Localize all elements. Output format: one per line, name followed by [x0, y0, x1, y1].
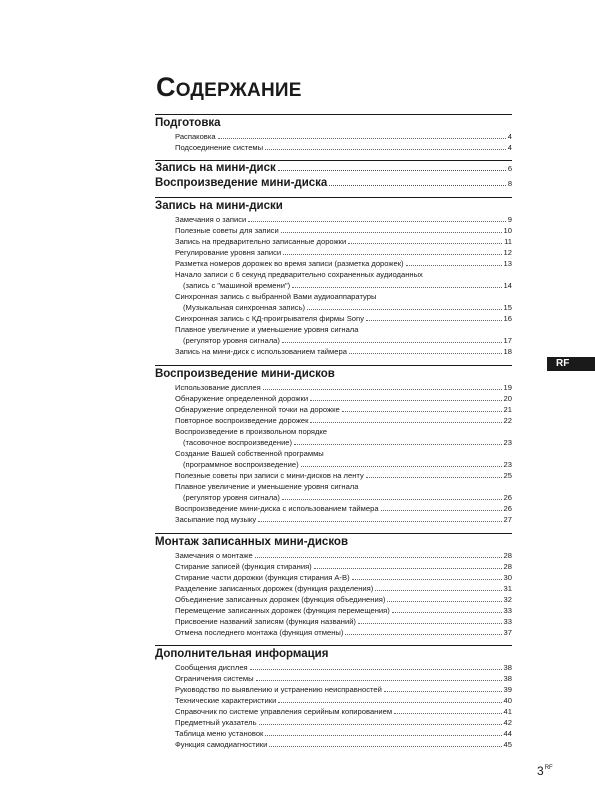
page-title: [156, 72, 302, 103]
title-initial: С: [156, 72, 176, 102]
dot-leader: [269, 746, 501, 747]
section-preparation: [155, 114, 512, 153]
dot-leader: [406, 265, 502, 266]
toc-entry-page: 6: [507, 164, 512, 173]
toc-heading-entry: [155, 176, 512, 191]
page-number-value: 3: [537, 764, 544, 778]
toc-entry: [175, 627, 512, 638]
toc-entry-page: 38: [503, 663, 512, 672]
toc-entry-page: 12: [503, 248, 512, 257]
toc-entry: [175, 448, 512, 459]
toc-entry: [175, 247, 512, 258]
toc-entry: [175, 335, 512, 346]
toc-entry: [175, 684, 512, 695]
dot-leader: [294, 444, 501, 445]
dot-leader: [265, 149, 506, 150]
toc-entry-page: 25: [503, 471, 512, 480]
dot-leader: [292, 287, 501, 288]
toc-list: [175, 214, 512, 357]
dot-leader: [348, 243, 502, 244]
toc-entry-label: Стирание записей (функция стирания): [175, 562, 312, 571]
toc-entry-label: Воспроизведение мини-диска: [155, 177, 328, 189]
toc-entry-page: 26: [503, 493, 512, 502]
toc-entry-page: 16: [503, 314, 512, 323]
toc-entry-page: 32: [503, 595, 512, 604]
toc-entry-label: Руководство по выявлению и устранению неисправностей: [175, 685, 382, 694]
dot-leader: [282, 342, 502, 343]
toc-entry-label: Функция самодиагностики: [175, 740, 268, 749]
dot-leader: [218, 138, 506, 139]
dot-leader: [352, 579, 502, 580]
section-heading: Дополнительная информация: [155, 648, 329, 660]
toc-entry: [175, 605, 512, 616]
section-editing: [155, 533, 512, 638]
toc-entry-label: (Музыкальная синхронная запись): [183, 303, 306, 312]
toc-entry-page: 40: [503, 696, 512, 705]
toc-entry-label: Запись на мини-диск: [155, 162, 276, 174]
toc-entry: [175, 459, 512, 470]
toc-entry-label: Разделение записанных дорожек (функция разделения): [175, 584, 374, 593]
toc-entry-label: Регулирование уровня записи: [175, 248, 282, 257]
toc-entry-page: 4: [507, 132, 512, 141]
toc-entry-page: 30: [503, 573, 512, 582]
toc-entry: [175, 739, 512, 750]
toc-entry: [175, 280, 512, 291]
toc-entry-label: (регулятор уровня сигнала): [183, 336, 280, 345]
toc-entry-label: Запись на предварительно записанные дорожки: [175, 237, 347, 246]
dot-leader: [250, 669, 502, 670]
toc-entry-label: Засыпание под музыку: [175, 515, 257, 524]
dot-leader: [342, 411, 502, 412]
toc-entry-label: Предметный указатель: [175, 718, 257, 727]
toc-entry: [175, 415, 512, 426]
dot-leader: [259, 724, 502, 725]
toc-entry-page: 14: [503, 281, 512, 290]
toc-entry-page: 28: [503, 562, 512, 571]
toc-entry-label: Воспроизведение мини-диска с использованием таймера: [175, 504, 379, 513]
title-rest: ОДЕРЖАНИЕ: [175, 80, 302, 101]
toc-entry-page: 39: [503, 685, 512, 694]
toc-entry-label: Объединение записанных дорожек (функция объединения): [175, 595, 386, 604]
toc-entry: [175, 291, 512, 302]
dot-leader: [314, 568, 502, 569]
dot-leader: [258, 521, 501, 522]
toc-entry-label: Обнаружение определенной точки на дорожке: [175, 405, 340, 414]
dot-leader: [375, 590, 501, 591]
toc-entry-page: 21: [503, 405, 512, 414]
toc-entry-page: 9: [507, 215, 512, 224]
toc-entry-page: 38: [503, 674, 512, 683]
toc-entry: [175, 594, 512, 605]
toc-entry: [175, 313, 512, 324]
toc-entry-label: Справочник по системе управления серийным копированием: [175, 707, 393, 716]
dot-leader: [349, 353, 502, 354]
toc-entry: [175, 673, 512, 684]
language-tab: RF: [547, 357, 595, 371]
toc-entry-page: 18: [503, 347, 512, 356]
toc-entry-label: Повторное воспроизведение дорожек: [175, 416, 309, 425]
toc-entry-page: 45: [503, 740, 512, 749]
dot-leader: [381, 510, 502, 511]
dot-leader: [282, 499, 502, 500]
dot-leader: [301, 466, 502, 467]
toc-entry-page: 28: [503, 551, 512, 560]
dot-leader: [392, 612, 502, 613]
section-recording: [155, 197, 512, 357]
dot-leader: [394, 713, 502, 714]
toc-entry: [175, 324, 512, 335]
toc-entry-page: 11: [504, 237, 512, 246]
toc-entry-label: Присвоение названий записям (функция названий): [175, 617, 356, 626]
dot-leader: [384, 691, 502, 692]
toc-entry: [175, 393, 512, 404]
toc-entry-page: 44: [503, 729, 512, 738]
toc-entry: [175, 437, 512, 448]
toc-entry-label: Перемещение записанных дорожек (функция перемещения): [175, 606, 390, 615]
toc-list: [175, 662, 512, 750]
dot-leader: [310, 400, 501, 401]
toc-entry-page: 26: [503, 504, 512, 513]
dot-leader: [366, 320, 502, 321]
toc-entry-page: 33: [503, 617, 512, 626]
dot-leader: [256, 680, 502, 681]
toc-entry-label: Воспроизведение в произвольном порядке: [175, 427, 328, 436]
toc-entry-label: Полезные советы при записи с мини-дисков на ленту: [175, 471, 364, 480]
toc-entry-page: 42: [503, 718, 512, 727]
toc-entry-label: Подсоединение системы: [175, 143, 264, 152]
toc-entry: [175, 583, 512, 594]
toc-entry-label: (регулятор уровня сигнала): [183, 493, 280, 502]
section-heading: Воспроизведение мини-дисков: [155, 368, 335, 380]
toc-entry-label: Замечания о записи: [175, 215, 247, 224]
dot-leader: [310, 422, 501, 423]
dot-leader: [248, 221, 505, 222]
toc-list: [175, 131, 512, 153]
toc-entry: [175, 492, 512, 503]
toc-entry: [175, 142, 512, 153]
toc-entry-label: Запись на мини-диск с использованием таймера: [175, 347, 347, 356]
toc-entry: [175, 572, 512, 583]
toc-entry-label: Технические характеристики: [175, 696, 277, 705]
toc-entry: [175, 404, 512, 415]
section-additional-info: [155, 645, 512, 750]
toc-entry-page: 23: [503, 460, 512, 469]
toc-entry: [175, 470, 512, 481]
toc-entry: [175, 481, 512, 492]
dot-leader: [278, 702, 501, 703]
toc-entry: [175, 728, 512, 739]
toc-entry-label: Синхронная запись с КД-проигрывателя фирмы Sony: [175, 314, 365, 323]
toc-entry: [175, 616, 512, 627]
toc-entry-label: Разметка номеров дорожек во время записи (разметка дорожек): [175, 259, 404, 268]
section-playback: [155, 365, 512, 525]
section-heading: Монтаж записанных мини-дисков: [155, 536, 349, 548]
toc-entry-page: 17: [503, 336, 512, 345]
toc-entry-label: Плавное увеличение и уменьшение уровня сигнала: [175, 325, 359, 334]
toc-entry-label: (программное воспроизведение): [183, 460, 299, 469]
dot-leader: [366, 477, 502, 478]
section-heading: Подготовка: [155, 117, 221, 129]
toc-entry-label: Синхронная запись с выбранной Вами аудиоаппаратуры: [175, 292, 377, 301]
toc-entry-page: 31: [503, 584, 512, 593]
toc-entry-label: Ограничения системы: [175, 674, 254, 683]
toc-entry-page: 4: [507, 143, 512, 152]
page-number-suffix: RF: [544, 765, 553, 771]
toc-entry-page: 20: [503, 394, 512, 403]
toc-entry-label: Создание Вашей собственной программы: [175, 449, 324, 458]
toc-entry-label: Стирание части дорожки (функция стирания А-В): [175, 573, 350, 582]
toc-entry-page: 37: [503, 628, 512, 637]
dot-leader: [263, 389, 502, 390]
toc-entry-page: 13: [503, 259, 512, 268]
page-number: [537, 764, 553, 778]
toc-entry: [175, 382, 512, 393]
dot-leader: [345, 634, 501, 635]
toc-head-list: [155, 161, 512, 191]
section-heading: Запись на мини-диски: [155, 200, 283, 212]
toc-entry-page: 22: [503, 416, 512, 425]
toc-list: [175, 550, 512, 638]
toc-entry-page: 8: [507, 179, 512, 188]
toc-entry: [175, 550, 512, 561]
dot-leader: [307, 309, 501, 310]
dot-leader: [278, 170, 506, 171]
toc-entry-page: 27: [503, 515, 512, 524]
toc-entry-label: Полезные советы для записи: [175, 226, 279, 235]
dot-leader: [265, 735, 501, 736]
toc-entry: [175, 214, 512, 225]
toc-entry-page: 23: [503, 438, 512, 447]
toc-entry-label: Плавное увеличение и уменьшение уровня сигнала: [175, 482, 359, 491]
toc-entry: [175, 514, 512, 525]
toc-entry-label: Замечания о монтаже: [175, 551, 253, 560]
toc-entry: [175, 561, 512, 572]
toc-entry-label: Сообщения дисплея: [175, 663, 248, 672]
toc-entry: [175, 225, 512, 236]
toc-list: [175, 382, 512, 525]
toc-entry: [175, 706, 512, 717]
toc-entry: [175, 236, 512, 247]
toc-entry-page: 33: [503, 606, 512, 615]
toc-entry: [175, 503, 512, 514]
toc-entry-page: 41: [503, 707, 512, 716]
section-quick: [155, 160, 512, 191]
toc-entry-page: 10: [503, 226, 512, 235]
toc-entry: [175, 426, 512, 437]
dot-leader: [387, 601, 501, 602]
toc-entry: [175, 695, 512, 706]
toc-entry: [175, 269, 512, 280]
toc-entry-label: (тасовочное воспроизведение): [183, 438, 293, 447]
toc-entry-page: 19: [503, 383, 512, 392]
dot-leader: [281, 232, 502, 233]
toc-entry: [175, 131, 512, 142]
toc-entry-label: Отмена последнего монтажа (функция отмены): [175, 628, 344, 637]
toc-entry-page: 15: [503, 303, 512, 312]
toc-entry: [175, 662, 512, 673]
dot-leader: [283, 254, 501, 255]
dot-leader: [329, 185, 506, 186]
toc-entry: [175, 717, 512, 728]
toc-entry-label: Начало записи с 6 секунд предварительно сохраненных аудиоданных: [175, 270, 423, 279]
toc-entry-label: (запись с "машиной времени"): [183, 281, 291, 290]
toc-entry: [175, 346, 512, 357]
toc-entry-label: Распаковка: [175, 132, 216, 141]
toc-entry-label: Таблица меню установок: [175, 729, 264, 738]
toc-entry: [175, 302, 512, 313]
dot-leader: [255, 557, 502, 558]
toc-heading-entry: [155, 161, 512, 176]
toc-entry-label: Обнаружение определенной дорожки: [175, 394, 309, 403]
toc-entry: [175, 258, 512, 269]
toc-entry-label: Использование дисплея: [175, 383, 261, 392]
dot-leader: [358, 623, 502, 624]
